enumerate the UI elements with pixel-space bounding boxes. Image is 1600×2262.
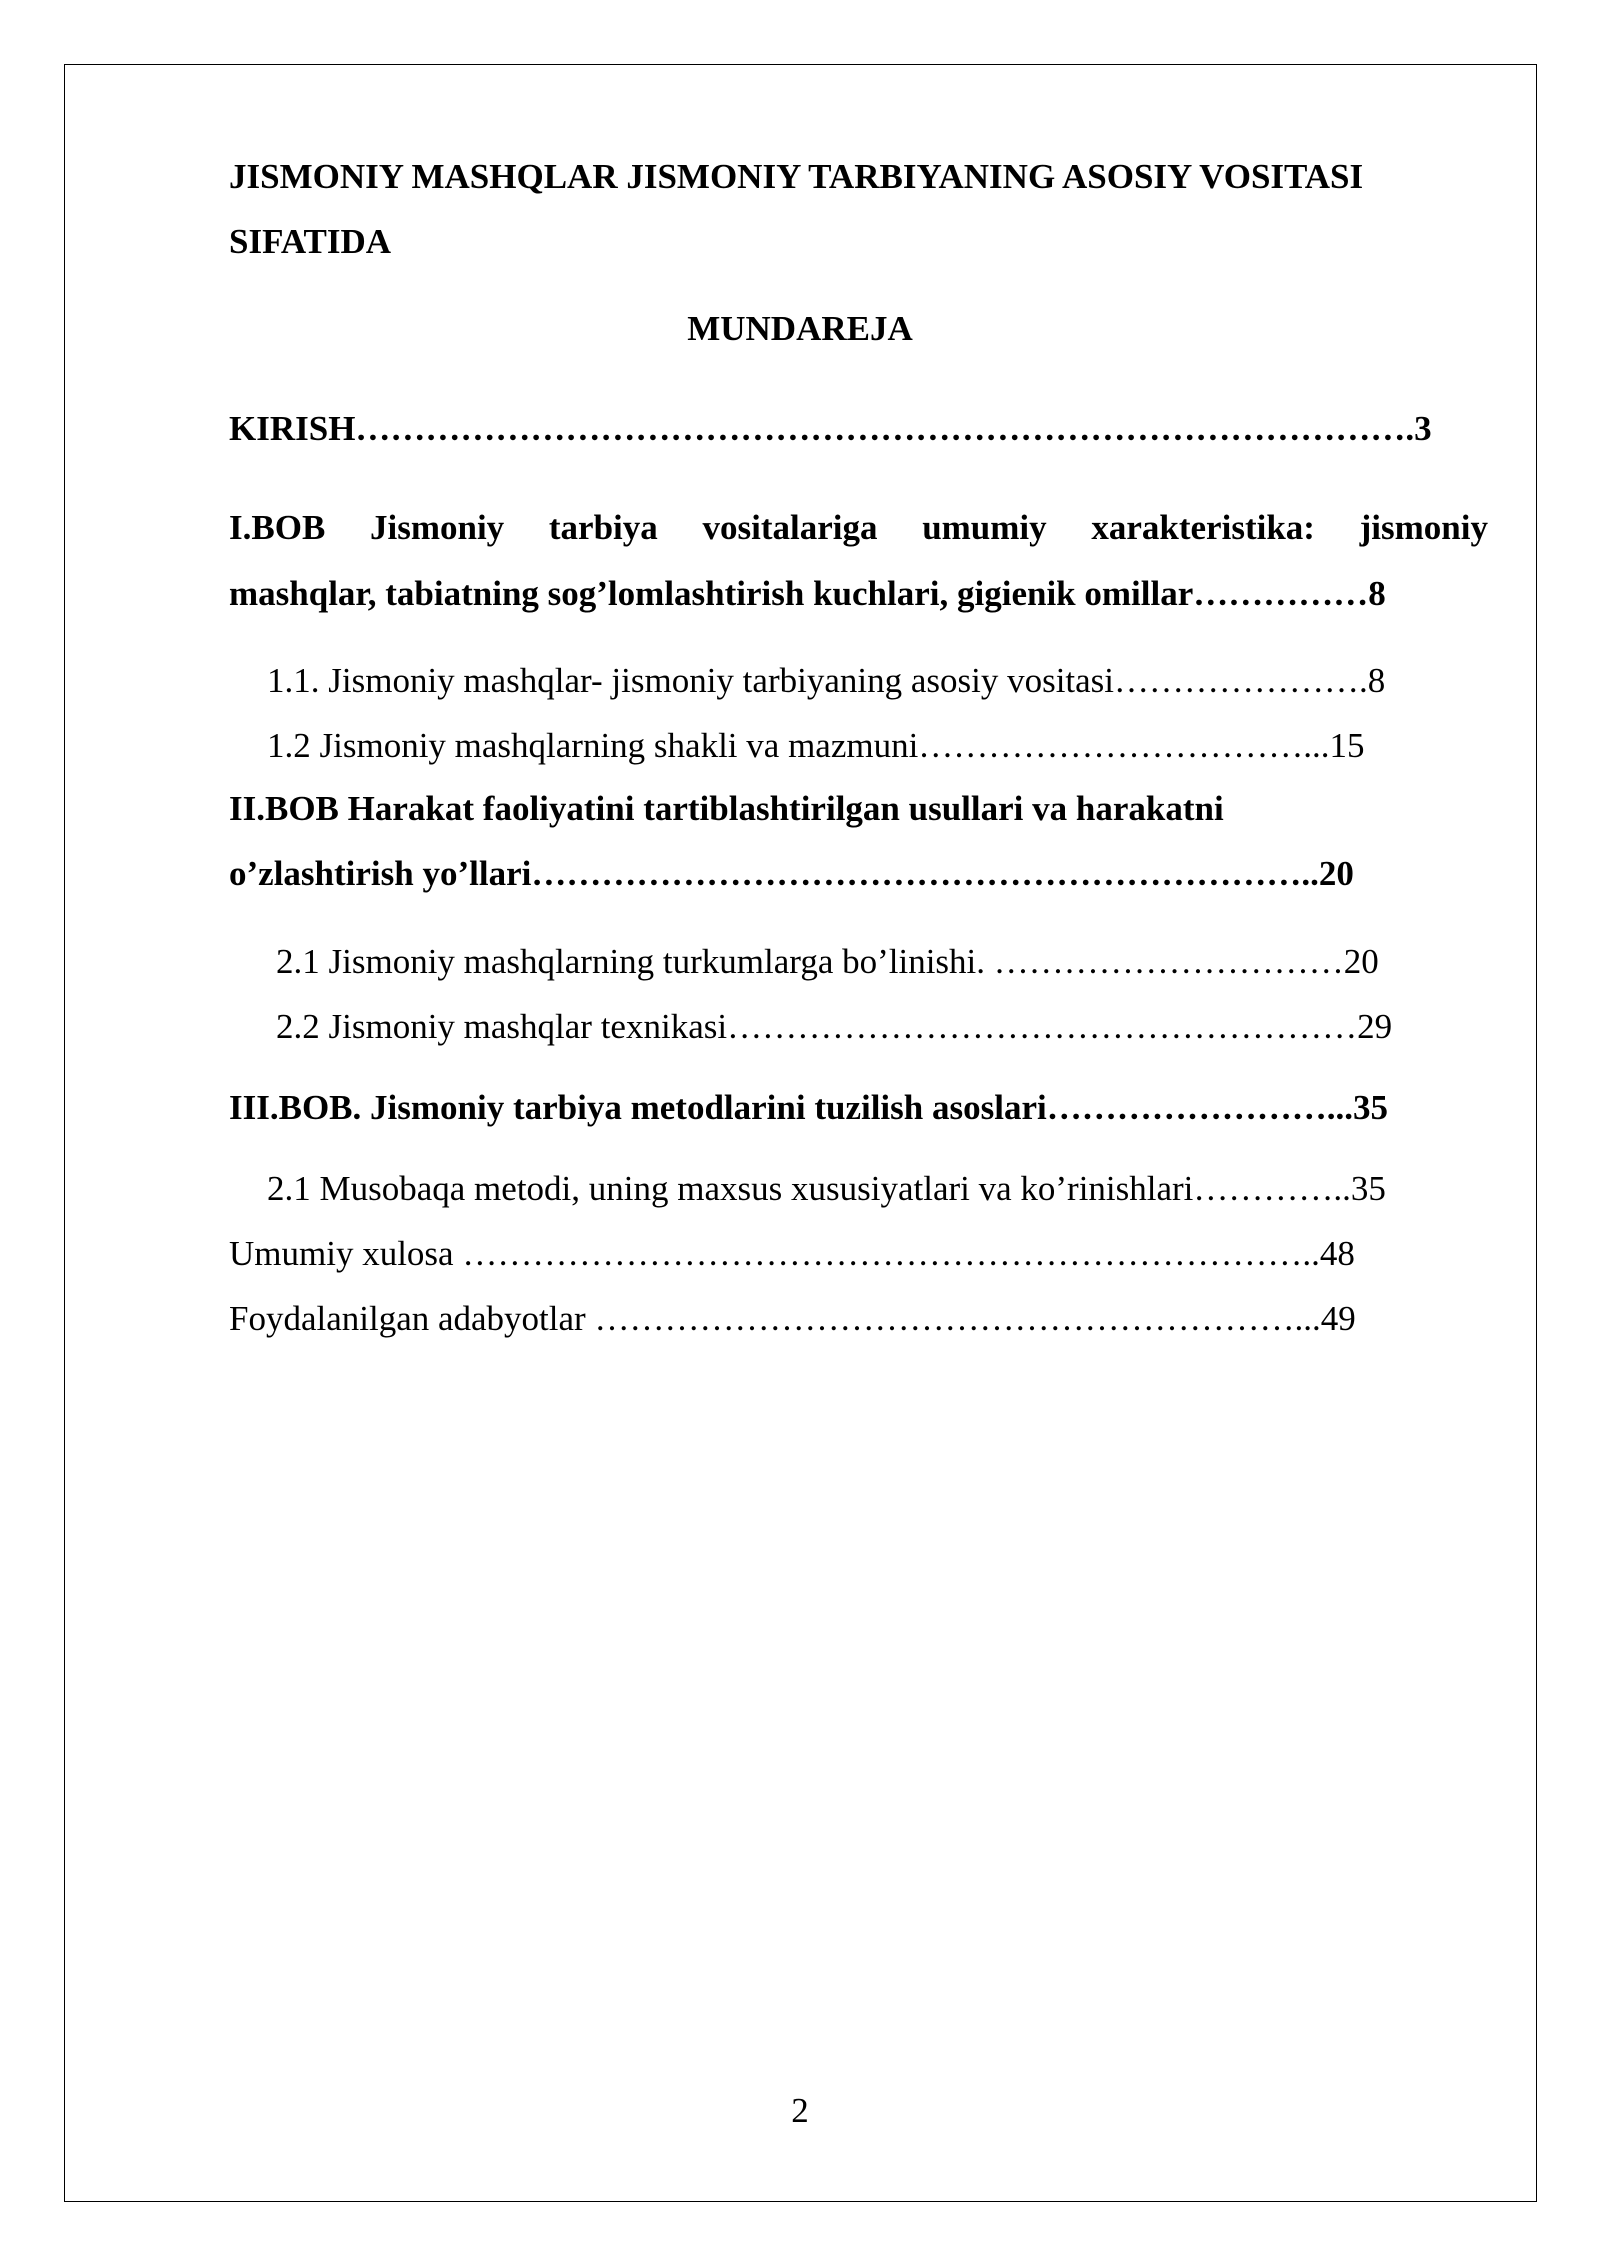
page-border (64, 64, 1537, 2202)
toc-entry-introduction: KIRISH……………………………………………………………………………….3 (229, 409, 1432, 448)
toc-entry-conclusion: Umumiy xulosa ………………………………………………………………..48 (229, 1234, 1355, 1273)
document-title-line-2: SIFATIDA (229, 222, 392, 261)
document-title-line-1: JISMONIY MASHQLAR JISMONIY TARBIYANING ASOSIY VOSITASI (229, 157, 1364, 196)
toc-entry-section-1-1: 1.1. Jismoniy mashqlar- jismoniy tarbiyaning asosiy vositasi………………….8 (267, 661, 1386, 700)
page-number: 2 (791, 2091, 809, 2130)
toc-entry-section-2-1: 2.1 Jismoniy mashqlarning turkumlarga bo’linishi. …………………………20 (276, 942, 1379, 981)
toc-entry-chapter-3: III.BOB. Jismoniy tarbiya metodlarini tuzilish asoslari……………………...35 (229, 1088, 1388, 1127)
toc-entry-chapter-2-line-2: o’zlashtirish yo’llari…………………………………………………………..20 (229, 854, 1354, 893)
toc-entry-bibliography: Foydalanilgan adabyotlar ……………………………………………………...49 (229, 1299, 1356, 1338)
toc-entry-section-3-1: 2.1 Musobaqa metodi, uning maxsus xususiyatlari va ko’rinishlari…………..35 (267, 1169, 1386, 1208)
toc-entry-chapter-2-line-1: II.BOB Harakat faoliyatini tartiblashtirilgan usullari va harakatni (229, 789, 1224, 828)
toc-heading: MUNDAREJA (687, 309, 913, 348)
toc-entry-chapter-1-line-2: mashqlar, tabiatning sog’lomlashtirish kuchlari, gigienik omillar……………8 (229, 574, 1386, 613)
toc-entry-section-1-2: 1.2 Jismoniy mashqlarning shakli va mazmuni……………………………...15 (267, 726, 1365, 765)
toc-entry-chapter-1-line-1: I.BOB Jismoniy tarbiya vositalariga umumiy xarakteristika: jismoniy (229, 508, 1488, 547)
toc-entry-section-2-2: 2.2 Jismoniy mashqlar texnikasi………………………………………………29 (276, 1007, 1393, 1046)
